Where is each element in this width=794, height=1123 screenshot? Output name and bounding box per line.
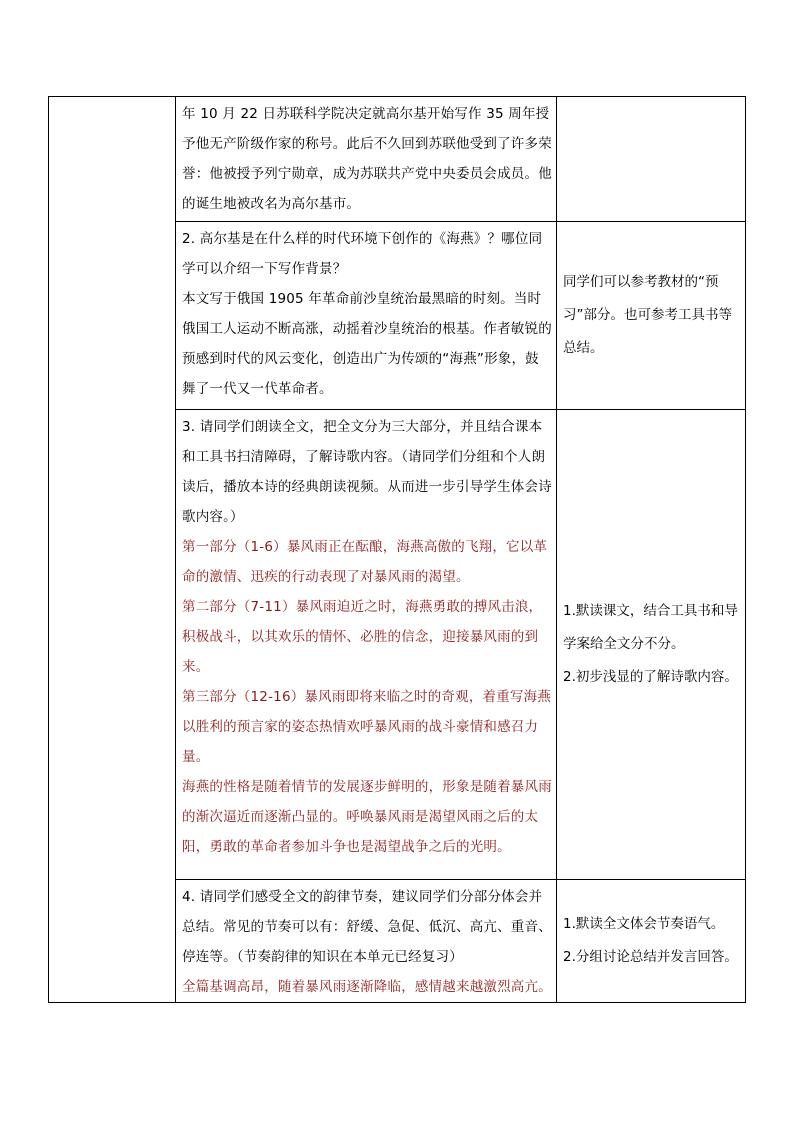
student-activity-cell [557,880,746,1003]
student-note: 2.初步浅显的了解诗歌内容。 [563,669,738,685]
student-note: 1.默读课文，结合工具书和导学案给全文分不分。 [563,603,738,652]
answer-paragraph: 第三部分（12-16）暴风雨即将来临之时的奇观，着重写海燕以胜利的预言家的姿态热情欢呼暴风雨的战斗豪情和感召力量。 [182,689,552,765]
answer-paragraph: 本文写于俄国 1905 年革命前沙皇统治最黑暗的时刻。当时俄国工人运动不断高涨，动摇着沙皇统治的根基。作者敏锐的预感到时代的风云变化，创造出广为传颂的“海燕”形象，鼓舞了一代又一代革命者。 [182,291,552,397]
question-paragraph: 2. 高尔基是在什么样的时代环境下创作的《海燕》？哪位同学可以介绍一下写作背景？ [182,231,543,277]
student-note: 同学们可以参考教材的“预习”部分。也可参考工具书等总结。 [563,274,732,356]
answer-paragraph: 第二部分（7-11）暴风雨迫近之时，海燕勇敢的搏风击浪，积极战斗，以其欢乐的情怀、必胜的信念，迎接暴风雨的到来。 [182,599,543,675]
question-paragraph: 4. 请同学们感受全文的韵律节奏，建议同学们分部分体会并总结。常见的节奏可以有：舒缓、急促、低沉、高亢、重音、停连等。（节奏韵律的知识在本单元已经复习） [182,889,552,965]
student-note: 1.默读全文体会节奏语气。 [563,916,725,932]
table-row [49,97,746,222]
activity-cell [176,410,557,880]
student-note: 2.分组讨论总结并发言回答。 [563,949,738,965]
student-activity-cell [557,97,746,222]
activity-cell [176,222,557,410]
student-activity-cell [557,410,746,880]
label-cell [49,97,176,1003]
answer-paragraph: 全篇基调高昂，随着暴风雨逐渐降临，感情越来越激烈高亢。 [182,979,552,995]
question-paragraph: 3. 请同学们朗读全文，把全文分为三大部分，并且结合课本和工具书扫清障碍，了解诗歌内容。（请同学们分组和个人朗读后，播放本诗的经典朗读视频。从而进一步引导学生体会诗歌内容。） [182,419,552,525]
lesson-plan-table [48,96,746,1003]
answer-paragraph: 第一部分（1-6）暴风雨正在酝酿，海燕高傲的飞翔，它以革命的激情、迅疾的行动表现了对暴风雨的渴望。 [182,539,548,585]
activity-paragraph: 年 10 月 22 日苏联科学院决定就高尔基开始写作 35 周年授予他无产阶级作家的称号。此后不久回到苏联他受到了许多荣誉：他被授予列宁勋章，成为苏联共产党中央委员会成员。他的诞生地被改名为高尔基市。 [182,106,552,212]
student-activity-cell [557,222,746,410]
activity-cell [176,97,557,222]
activity-cell [176,880,557,1003]
answer-paragraph: 海燕的性格是随着情节的发展逐步鲜明的，形象是随着暴风雨的渐次逼近而逐渐凸显的。呼唤暴风雨是渴望风雨之后的太阳，勇敢的革命者参加斗争也是渴望战争之后的光明。 [182,779,552,855]
